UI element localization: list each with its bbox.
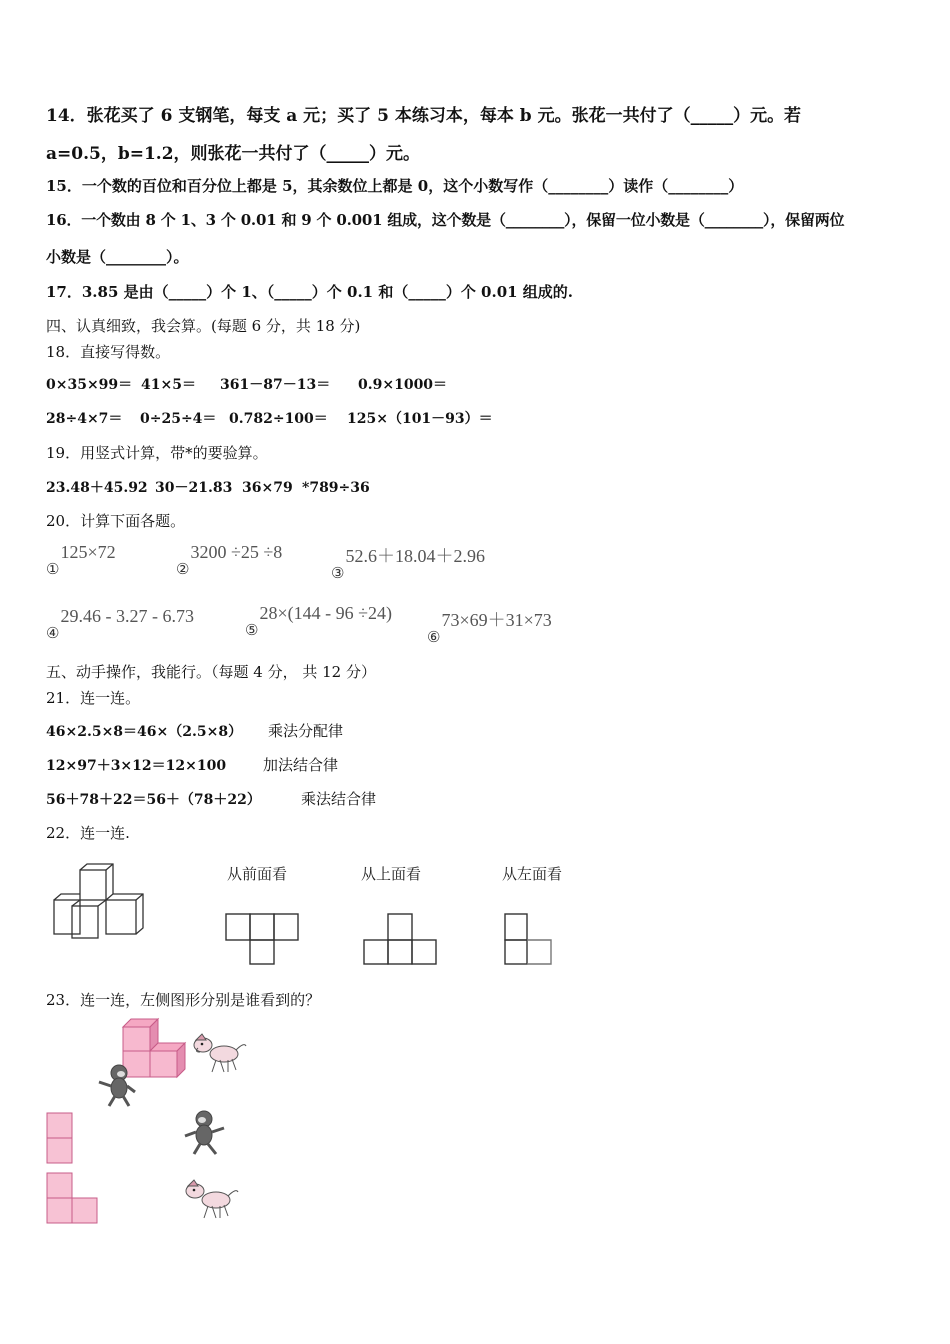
question-20: 20．计算下面各题。: [46, 512, 186, 530]
q20-item-expr: 52.6＋18.04＋2.96: [345, 546, 485, 566]
q21-row-2: [46, 754, 338, 775]
q22-view-front-label: 从前面看: [227, 865, 288, 883]
q19-item: 23.48＋45.92: [46, 480, 148, 496]
question-21: 21．连一连。: [46, 689, 141, 707]
question-14-line1: 14．张花买了 6 支钢笔，每支 a 元；买了 5 本练习本，每本 b 元。张花一共付了（_____）元。若: [46, 106, 802, 126]
q20-item-expr: 3200 ÷25 ÷8: [190, 542, 283, 562]
q21-law: 乘法分配律: [268, 722, 344, 740]
section-4-title: 四、认真细致，我会算。(每题 6 分，共 18 分): [46, 317, 361, 335]
q18-item: 0.9×1000＝: [358, 377, 448, 393]
monkey-icon: [95, 1064, 141, 1108]
q20-item-number: ③: [331, 566, 345, 582]
q18-item: 0.782÷100＝: [229, 411, 328, 427]
q20-item-4: [46, 606, 194, 643]
q23-shape-1: [46, 1112, 76, 1166]
q20-item-number: ⑥: [427, 630, 441, 646]
question-16-line1: 16．一个数由 8 个 1、3 个 0.01 和 9 个 0.001 组成，这个数是（________），保留一位小数是（________），保留两位: [46, 211, 845, 229]
question-15: 15．一个数的百位和百分位上都是 5，其余数位上都是 0，这个小数写作（________）读作（________）: [46, 177, 744, 195]
dog-icon: [190, 1032, 248, 1076]
q19-item: 36×79: [242, 480, 293, 496]
q22-top-view-shape: [362, 912, 442, 968]
q18-item: 0×35×99＝: [46, 377, 133, 393]
q20-item-2: [176, 542, 282, 579]
question-22: 22．连一连.: [46, 824, 130, 842]
q18-row1: [46, 374, 447, 394]
q18-row2: [46, 408, 493, 428]
q20-item-number: ④: [46, 626, 60, 642]
q22-left-view-shape: [503, 912, 557, 968]
q20-item-expr: 29.46 - 3.27 - 6.73: [60, 606, 194, 626]
q21-row-3: [46, 788, 376, 809]
q22-front-view-shape: [224, 912, 304, 968]
q20-item-3: [331, 542, 485, 583]
q21-law: 加法结合律: [263, 756, 339, 774]
q18-item: 361－87－13＝: [220, 377, 331, 393]
monkey-icon: [182, 1110, 228, 1156]
q21-expr: 46×2.5×8＝46×（2.5×8）: [46, 724, 243, 740]
section-5-title: 五、动手操作，我能行。（每题 4 分， 共 12 分）: [46, 663, 376, 681]
q22-view-top-label: 从上面看: [361, 865, 422, 883]
question-16-line2: 小数是（________）。: [46, 248, 189, 266]
q22-cube-figure: [46, 862, 156, 942]
q18-item: 0÷25÷4＝: [140, 411, 217, 427]
question-18: 18．直接写得数。: [46, 343, 171, 361]
dog-icon: [182, 1178, 240, 1222]
q18-item: 125×（101－93）＝: [347, 411, 493, 427]
q20-item-5: [245, 603, 392, 640]
q20-item-expr: 73×69＋31×73: [441, 610, 552, 630]
question-23: 23．连一连，左侧图形分别是谁看到的？: [46, 991, 321, 1009]
q18-item: 41×5＝: [141, 377, 196, 393]
question-14-line2: a=0.5，b=1.2，则张花一共付了（_____）元。: [46, 144, 421, 164]
q20-item-number: ②: [176, 562, 190, 578]
q19-row: [46, 477, 370, 497]
q20-item-6: [427, 606, 552, 647]
question-19: 19．用竖式计算，带*的要验算。: [46, 444, 268, 462]
q21-expr: 12×97＋3×12＝12×100: [46, 758, 227, 774]
q19-item: 30－21.83: [155, 480, 233, 496]
q23-shape-2: [46, 1172, 102, 1228]
q20-item-expr: 28×(144 - 96 ÷24): [259, 603, 392, 623]
q22-view-left-label: 从左面看: [502, 865, 563, 883]
q19-item: *789÷36: [302, 480, 370, 496]
q21-row-1: [46, 720, 343, 741]
q20-item-number: ⑤: [245, 623, 259, 639]
q21-expr: 56＋78＋22＝56＋（78＋22）: [46, 792, 261, 808]
q20-item-number: ①: [46, 562, 60, 578]
q20-item-expr: 125×72: [60, 542, 116, 562]
q20-item-1: [46, 542, 116, 579]
question-17: 17．3.85 是由（_____）个 1、（_____）个 0.1 和（_____）个 0.01 组成的.: [46, 283, 574, 301]
q21-law: 乘法结合律: [301, 790, 377, 808]
q18-item: 28÷4×7＝: [46, 411, 123, 427]
